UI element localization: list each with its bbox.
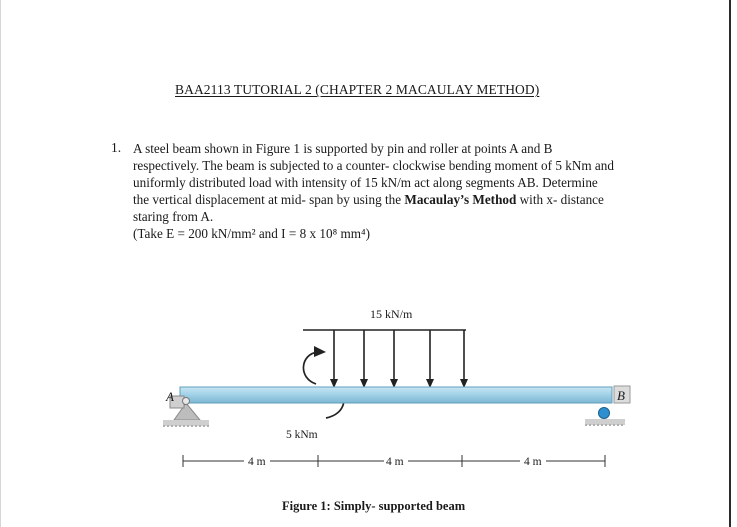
question-line-2: respectively. The beam is subjected to a counter- clockwise bending moment of 5 kNm and bbox=[133, 158, 614, 174]
dimension-label-2: 4 m bbox=[386, 456, 404, 468]
roller-support-b bbox=[585, 408, 625, 426]
load-arrow bbox=[330, 330, 338, 388]
figure-caption: Figure 1: Simply- supported beam bbox=[282, 499, 466, 513]
load-arrow bbox=[426, 330, 434, 388]
ground-a bbox=[163, 420, 209, 426]
load-arrow bbox=[460, 330, 468, 388]
tutorial-heading: BAA2113 TUTORIAL 2 (CHAPTER 2 MACAULAY METHOD) bbox=[175, 82, 540, 97]
question-line-3: uniformly distributed load with intensity of 15 kN/m act along segments AB. Determine bbox=[133, 175, 598, 191]
moment-arrow bbox=[303, 346, 343, 418]
distributed-load bbox=[303, 330, 468, 388]
question-line-1: A steel beam shown in Figure 1 is supported by pin and roller at points A and B bbox=[133, 141, 553, 156]
question-line-4-end: with x- distance bbox=[516, 192, 604, 208]
load-arrow bbox=[360, 330, 368, 388]
support-a-label: A bbox=[166, 389, 174, 404]
udl-label: 15 kN/m bbox=[370, 307, 413, 321]
question-line-4-start: the vertical displacement at mid- span by using the bbox=[133, 192, 405, 208]
question-line-6: (Take E = 200 kN/mm² and I = 8 x 10⁸ mm⁴) bbox=[133, 226, 370, 242]
moment-label: 5 kNm bbox=[286, 429, 318, 441]
support-b-label: B bbox=[617, 388, 625, 403]
method-name-bold: Macaulay’s Method bbox=[404, 192, 517, 208]
question-line-5: staring from A. bbox=[133, 209, 214, 225]
dimension-label-1: 4 m bbox=[248, 456, 266, 468]
question-number: 1. bbox=[111, 140, 122, 155]
beam bbox=[180, 387, 612, 403]
dimension-label-3: 4 m bbox=[524, 456, 542, 468]
load-arrow bbox=[390, 330, 398, 388]
